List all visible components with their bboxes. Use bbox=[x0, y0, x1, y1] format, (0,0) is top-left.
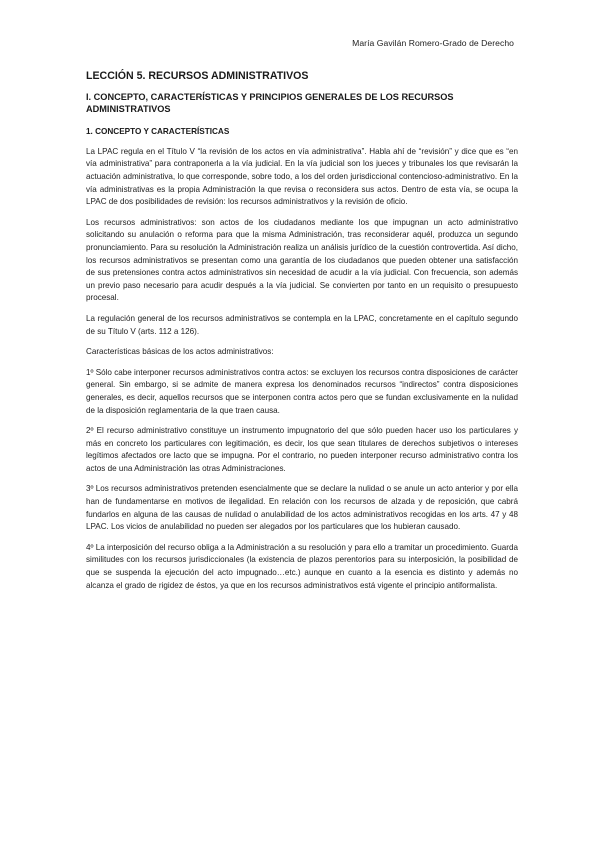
paragraph-characteristics-heading: Características básicas de los actos administrativos: bbox=[86, 347, 274, 357]
paragraph-characteristic-4: 4º La interposición del recurso obliga a la Administración a su resolución y para ello a tramitar un procedimiento. Guarda similitudes con los recursos jurisdiccionales (la existencia de plazos perentorios para su interposición, la posibilidad de que se suspenda la ejecución del acto impugnado…etc.) aunque en cuanto a la esencia es distinto y además no alcanza el grado de rigidez de éstos, ya que en los recursos administrativos está vigente el principio antiformalista. bbox=[86, 542, 518, 590]
paragraph-characteristic-2: 2º El recurso administrativo constituye un instrumento impugnatorio del que sólo pueden hacer uso los particulares y más en concreto los particulares con legitimación, es decir, los que sean titulares de derechos subjetivos o intereses legítimos afectados ore lacto que se impugna. Por el contrario, no pueden interponer recurso administrativo contra los actos de una Administración las otras Administraciones. bbox=[86, 426, 518, 473]
paragraph-intro: La LPAC regula en el Título V “la revisión de los actos en vía administrativa”. Habla ahí de “revisión” y dice que es “en vía administrativa” para contraponerla a la vía judicial. En la vía judicial son los jueces y tribunales los que revisarán la actuación administrativa, lo que corresponde, sobre todo, a los del orden jurisdiccional contencioso-administrativo. En la vía administrativas es la propia Administración la que revisa o reconsidera sus actos. Dentro de esta vía, se ocupa la LPAC de dos posibilidades de revisión: los recursos administrativos y la revisión de oficio. bbox=[86, 146, 518, 207]
paragraph-characteristic-1: 1º Sólo cabe interponer recursos administrativos contra actos: se excluyen los recursos contra disposiciones de carácter general. Sin embargo, si se admite de manera expresa los denominados recursos “indirectos” contra disposiciones generales, es decir, aquellos recursos que se interponen contra actos pero que se fundan exclusivamente en la nulidad de la disposición reglamentaria de la que traen causa. bbox=[86, 367, 518, 415]
paragraph-characteristic-3: 3º Los recursos administrativos pretenden esencialmente que se declare la nulidad o se anule un acto anterior y por ella han de fundamentarse en motivos de ilegalidad. En relación con los recursos de alzada y de reposición, que cabrá fundarlos en alguna de las causas de nulidad o anulabilidad de los actos administrativos recogidas en los arts. 47 y 48 LPAC. Los vicios de anulabilidad no pueden ser alegados por los particulares que los hubieran causado. bbox=[86, 484, 518, 532]
lesson-title: LECCIÓN 5. RECURSOS ADMINISTRATIVOS bbox=[86, 70, 309, 82]
page-header-author: María Gavilán Romero-Grado de Derecho bbox=[352, 38, 514, 48]
subsection-title: 1. CONCEPTO Y CARACTERÍSTICAS bbox=[86, 126, 230, 136]
paragraph-definition: Los recursos administrativos: son actos de los ciudadanos mediante los que impugnan un acto administrativo solicitando su anulación o reforma para que la misma Administración, tras reconsiderar aquél, produzca un segundo pronunciamiento. Para su resolución la Administración realiza un análisis jurídico de la cuestión controvertida. Así dicho, los recursos administrativos se presentan como una garantía de los ciudadanos que pueden obtener una satisfacción de sus pretensiones contra actos administrativos sin necesidad de acudir a la vía judicial. Con frecuencia, son además un previo paso necesario para acudir después a la vía judicial. Se convierten por tanto en un requisito o presupuesto procesal. bbox=[86, 217, 518, 303]
document-body bbox=[86, 70, 518, 600]
section-title: I. CONCEPTO, CARACTERÍSTICAS Y PRINCIPIOS GENERALES DE LOS RECURSOS ADMINISTRATIVOS bbox=[86, 92, 454, 115]
paragraph-regulation: La regulación general de los recursos administrativos se contempla en la LPAC, concretamente en el capítulo segundo de su Título V (arts. 112 a 126). bbox=[86, 313, 518, 336]
